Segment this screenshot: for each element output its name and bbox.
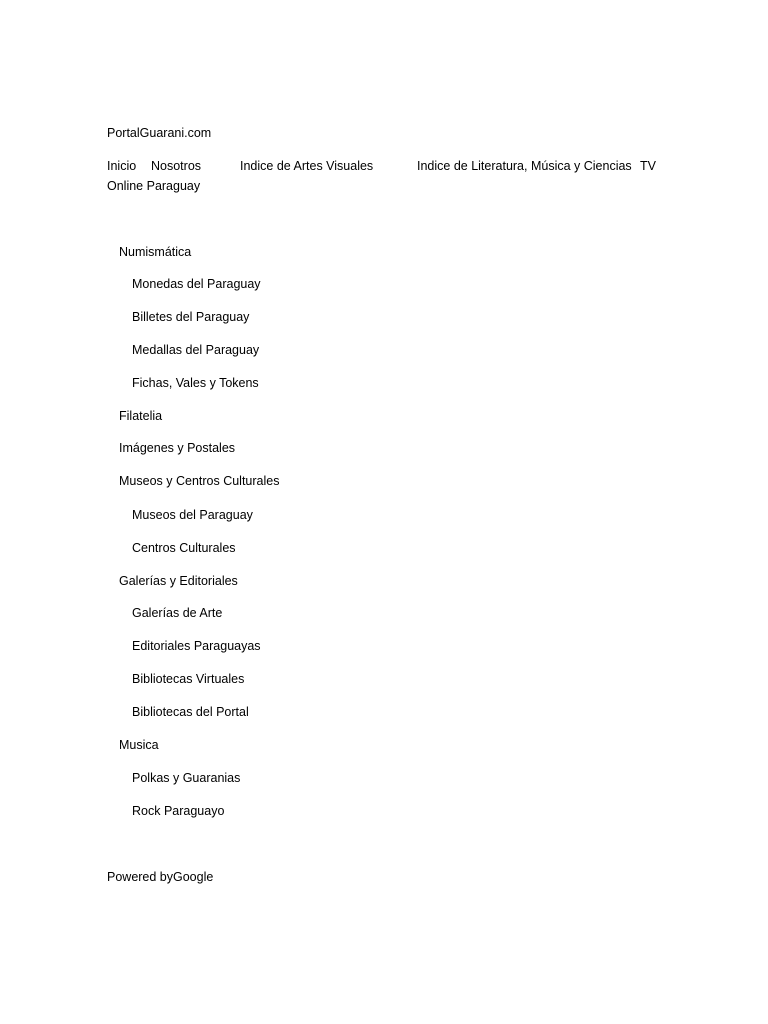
menu-item-polkas-guaranias[interactable]: Polkas y Guaranias	[132, 771, 241, 785]
menu-item-editoriales[interactable]: Editoriales Paraguayas	[132, 639, 261, 653]
menu-item-museos[interactable]: Museos del Paraguay	[132, 508, 253, 522]
nav-link-artes-visuales[interactable]: Indice de Artes Visuales	[240, 159, 374, 173]
top-navigation	[107, 157, 667, 197]
menu-item-centros-culturales[interactable]: Centros Culturales	[132, 541, 236, 555]
menu-item-galerias-arte[interactable]: Galerías de Arte	[132, 606, 223, 620]
menu-item-rock-paraguayo[interactable]: Rock Paraguayo	[132, 804, 225, 818]
site-title: PortalGuarani.com	[107, 126, 212, 140]
menu-item-bibliotecas-virtuales[interactable]: Bibliotecas Virtuales	[132, 672, 245, 686]
menu-item-galerias-editoriales[interactable]: Galerías y Editoriales	[119, 574, 238, 588]
menu-item-billetes[interactable]: Billetes del Paraguay	[132, 310, 250, 324]
nav-link-inicio[interactable]: Inicio	[107, 159, 137, 173]
menu-item-filatelia[interactable]: Filatelia	[119, 409, 163, 423]
menu-item-museos-centros[interactable]: Museos y Centros Culturales	[119, 474, 280, 488]
powered-by-google: Powered byGoogle	[107, 870, 214, 884]
nav-link-tv-online[interactable]: TV	[640, 159, 656, 173]
nav-link-tv-online-continued[interactable]: Online Paraguay	[107, 179, 201, 193]
nav-link-nosotros[interactable]: Nosotros	[151, 159, 202, 173]
menu-item-medallas[interactable]: Medallas del Paraguay	[132, 343, 260, 357]
menu-item-musica[interactable]: Musica	[119, 738, 159, 752]
menu-item-fichas[interactable]: Fichas, Vales y Tokens	[132, 376, 259, 390]
menu-item-numismatica[interactable]: Numismática	[119, 245, 192, 259]
menu-item-monedas[interactable]: Monedas del Paraguay	[132, 277, 261, 291]
menu-item-bibliotecas-portal[interactable]: Bibliotecas del Portal	[132, 705, 249, 719]
nav-link-literatura-musica-ciencias[interactable]: Indice de Literatura, Música y Ciencias	[417, 159, 632, 173]
menu-item-imagenes-postales[interactable]: Imágenes y Postales	[119, 441, 236, 455]
